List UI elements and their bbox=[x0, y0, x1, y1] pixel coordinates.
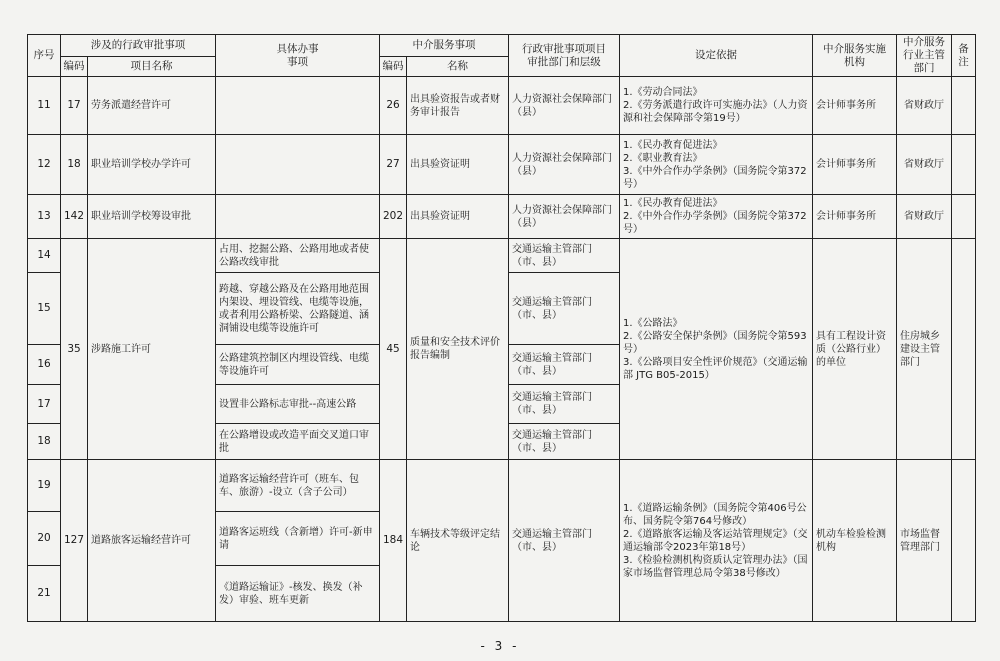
dept-cell: 人力资源社会保障部门（县） bbox=[509, 195, 620, 239]
specific-cell: 占用、挖掘公路、公路用地或者使公路改线审批 bbox=[216, 239, 380, 273]
header-seq: 序号 bbox=[28, 35, 61, 77]
header-remark: 备 注 bbox=[952, 35, 976, 77]
header-item-name: 项目名称 bbox=[88, 57, 216, 77]
specific-cell: 在公路增设或改造平面交叉道口审批 bbox=[216, 424, 380, 460]
dept-cell: 交通运输主管部门（市、县） bbox=[509, 385, 620, 424]
remark-cell bbox=[952, 239, 976, 460]
header-code2: 编码 bbox=[380, 57, 407, 77]
header-code: 编码 bbox=[61, 57, 88, 77]
authority-cell: 省财政厅 bbox=[897, 77, 952, 135]
remark-cell bbox=[952, 195, 976, 239]
header-authority: 中介服务 行业主管 部门 bbox=[897, 35, 952, 77]
page-number: - 3 - bbox=[480, 639, 520, 653]
seq-cell: 19 bbox=[28, 460, 61, 512]
dept-cell: 交通运输主管部门（市、县） bbox=[509, 460, 620, 622]
authority-cell: 住房城乡建设主管部门 bbox=[897, 239, 952, 460]
specific-cell: 道路客运输经营许可（班车、包车、旅游）-设立（含子公司） bbox=[216, 460, 380, 512]
specific-cell bbox=[216, 195, 380, 239]
dept-cell: 交通运输主管部门（市、县） bbox=[509, 424, 620, 460]
seq-cell: 20 bbox=[28, 512, 61, 566]
authority-cell: 市场监督管理部门 bbox=[897, 460, 952, 622]
header-intermediary-group: 中介服务事项 bbox=[380, 35, 509, 57]
agency-cell: 会计师事务所 bbox=[813, 77, 897, 135]
intermediary-name-cell: 出具验资证明 bbox=[407, 135, 509, 195]
item-name-cell: 职业培训学校办学许可 bbox=[88, 135, 216, 195]
intermediary-code-cell: 184 bbox=[380, 460, 407, 622]
header-name2: 名称 bbox=[407, 57, 509, 77]
basis-cell: 1.《民办教育促进法》 2.《职业教育法》 3.《中外合作办学条例》（国务院令第372号） bbox=[620, 135, 813, 195]
dept-cell: 人力资源社会保障部门（县） bbox=[509, 135, 620, 195]
agency-cell: 会计师事务所 bbox=[813, 195, 897, 239]
specific-cell bbox=[216, 77, 380, 135]
agency-cell: 机动车检验检测机构 bbox=[813, 460, 897, 622]
intermediary-name-cell: 车辆技术等级评定结论 bbox=[407, 460, 509, 622]
item-name-cell: 涉路施工许可 bbox=[88, 239, 216, 460]
header-basis: 设定依据 bbox=[620, 35, 813, 77]
authority-cell: 省财政厅 bbox=[897, 135, 952, 195]
table-row bbox=[28, 239, 976, 273]
remark-cell bbox=[952, 77, 976, 135]
seq-cell: 15 bbox=[28, 273, 61, 345]
approval-table bbox=[27, 34, 976, 622]
header-specific: 具体办事 事项 bbox=[216, 35, 380, 77]
intermediary-name-cell: 质量和安全技术评价报告编制 bbox=[407, 239, 509, 460]
item-name-cell: 劳务派遣经营许可 bbox=[88, 77, 216, 135]
seq-cell: 16 bbox=[28, 345, 61, 385]
table-row bbox=[28, 460, 976, 512]
item-name-cell: 道路旅客运输经营许可 bbox=[88, 460, 216, 622]
header-admin-group: 涉及的行政审批事项 bbox=[61, 35, 216, 57]
table-row bbox=[28, 195, 976, 239]
specific-cell: 设置非公路标志审批--高速公路 bbox=[216, 385, 380, 424]
code-cell: 142 bbox=[61, 195, 88, 239]
basis-cell: 1.《民办教育促进法》 2.《中外合作办学条例》（国务院令第372号） bbox=[620, 195, 813, 239]
intermediary-code-cell: 202 bbox=[380, 195, 407, 239]
dept-cell: 交通运输主管部门（市、县） bbox=[509, 273, 620, 345]
basis-cell: 1.《劳动合同法》 2.《劳务派遣行政许可实施办法》（人力资源和社会保障部令第19号） bbox=[620, 77, 813, 135]
intermediary-code-cell: 45 bbox=[380, 239, 407, 460]
code-cell: 127 bbox=[61, 460, 88, 622]
intermediary-code-cell: 26 bbox=[380, 77, 407, 135]
seq-cell: 18 bbox=[28, 424, 61, 460]
seq-cell: 21 bbox=[28, 566, 61, 622]
header-dept: 行政审批事项项目 审批部门和层级 bbox=[509, 35, 620, 77]
code-cell: 17 bbox=[61, 77, 88, 135]
dept-cell: 交通运输主管部门（市、县） bbox=[509, 239, 620, 273]
seq-cell: 17 bbox=[28, 385, 61, 424]
remark-cell bbox=[952, 135, 976, 195]
table-row bbox=[28, 135, 976, 195]
seq-cell: 14 bbox=[28, 239, 61, 273]
specific-cell: 道路客运班线（含新增）许可-新申请 bbox=[216, 512, 380, 566]
specific-cell: 跨越、穿越公路及在公路用地范围内架设、埋设管线、电缆等设施，或者利用公路桥梁、公路隧道、涵洞铺设电缆等设施许可 bbox=[216, 273, 380, 345]
seq-cell: 11 bbox=[28, 77, 61, 135]
code-cell: 18 bbox=[61, 135, 88, 195]
intermediary-name-cell: 出具验资报告或者财务审计报告 bbox=[407, 77, 509, 135]
agency-cell: 会计师事务所 bbox=[813, 135, 897, 195]
specific-cell: 公路建筑控制区内埋设管线、电缆等设施许可 bbox=[216, 345, 380, 385]
dept-cell: 交通运输主管部门（市、县） bbox=[509, 345, 620, 385]
header-agency: 中介服务实施 机构 bbox=[813, 35, 897, 77]
basis-cell: 1.《道路运输条例》（国务院令第406号公布、国务院令第764号修改） 2.《道路旅客运输及客运站管理规定》（交通运输部令2023年第18号） 3.《检验检测机构资质认定管理办法》（国家市场监督管理总局令第38号修改） bbox=[620, 460, 813, 622]
item-name-cell: 职业培训学校筹设审批 bbox=[88, 195, 216, 239]
intermediary-code-cell: 27 bbox=[380, 135, 407, 195]
seq-cell: 12 bbox=[28, 135, 61, 195]
agency-cell: 具有工程设计资质（公路行业）的单位 bbox=[813, 239, 897, 460]
dept-cell: 人力资源社会保障部门（县） bbox=[509, 77, 620, 135]
code-cell: 35 bbox=[61, 239, 88, 460]
specific-cell bbox=[216, 135, 380, 195]
basis-cell: 1.《公路法》 2.《公路安全保护条例》（国务院令第593号） 3.《公路项目安全性评价规范》（交通运输部 JTG B05-2015） bbox=[620, 239, 813, 460]
specific-cell: 《道路运输证》-核发、换发（补发）审验、班车更新 bbox=[216, 566, 380, 622]
table-row bbox=[28, 77, 976, 135]
authority-cell: 省财政厅 bbox=[897, 195, 952, 239]
intermediary-name-cell: 出具验资证明 bbox=[407, 195, 509, 239]
seq-cell: 13 bbox=[28, 195, 61, 239]
header-row-1 bbox=[28, 35, 976, 57]
remark-cell bbox=[952, 460, 976, 622]
